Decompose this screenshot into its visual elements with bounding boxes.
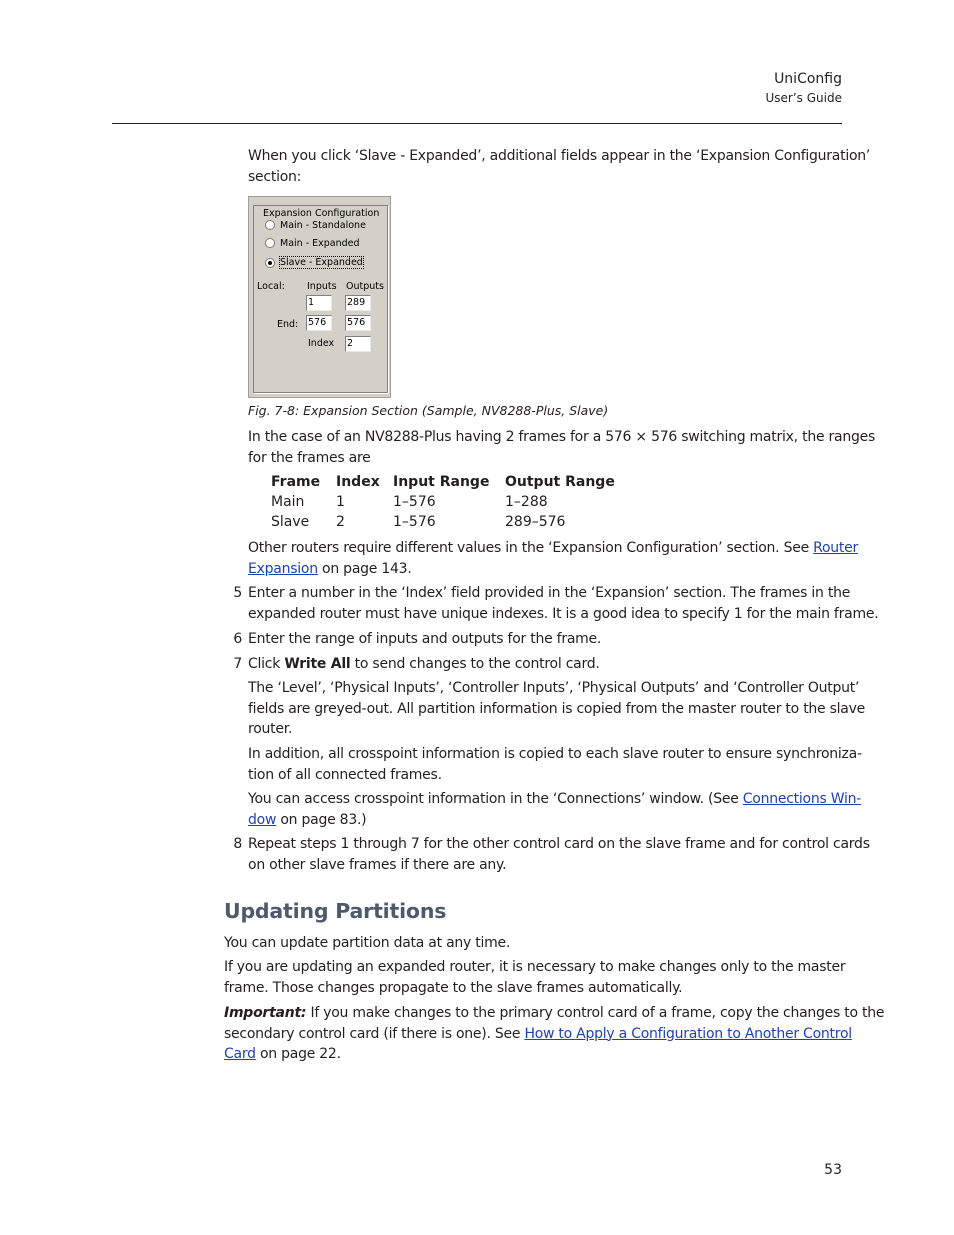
table-header-index: Index <box>336 474 380 490</box>
step-8-line-1: Repeat steps 1 through 7 for the other control card on the slave frame and for control cards <box>248 836 870 852</box>
step-7-text <box>248 654 600 675</box>
intro-line-2: section: <box>248 168 302 185</box>
expansion-config-groupbox <box>253 205 388 393</box>
table-header-output-range: Output Range <box>505 474 615 490</box>
radio-slave-expanded[interactable] <box>265 258 275 268</box>
step-7-paragraph-3 <box>248 789 861 830</box>
page-number: 53 <box>824 1162 842 1178</box>
router-expansion-link-part2[interactable]: Expansion <box>248 560 318 577</box>
step-8-number: 8 <box>233 836 242 852</box>
step-7-pre: Click <box>248 656 285 672</box>
radio-label-main-expanded: Main - Expanded <box>280 238 360 249</box>
step-7-paragraph-2 <box>248 744 862 785</box>
step-8-line-2: on other slave frames if there are any. <box>248 856 507 873</box>
table-cell-slave-output: 289–576 <box>505 514 566 530</box>
step-5-number: 5 <box>233 585 242 601</box>
connections-window-link-part2[interactable]: dow <box>248 811 277 828</box>
table-cell-slave-index: 2 <box>336 514 345 530</box>
apply-configuration-link-part1[interactable]: How to Apply a Configuration to Another Control <box>524 1025 852 1042</box>
step-8-text <box>248 834 870 875</box>
step-7-paragraph-1 <box>248 678 865 740</box>
local-inputs-field[interactable]: 1 <box>306 295 332 311</box>
important-line-1: If you make changes to the primary control card of a frame, copy the changes to the <box>306 1005 885 1021</box>
other-routers-paragraph <box>248 538 858 579</box>
running-header-title: UniConfig <box>774 71 842 87</box>
table-cell-main-frame: Main <box>271 494 305 510</box>
end-label: End: <box>277 319 299 330</box>
index-label: Index <box>308 338 335 349</box>
section-heading: Updating Partitions <box>224 899 447 923</box>
header-rule <box>112 123 842 124</box>
other-routers-text: Other routers require different values in the ‘Expansion Configuration’ section. See <box>248 540 814 556</box>
step-7-p3-text: You can access crosspoint information in the ‘Connections’ window. (See <box>248 791 743 807</box>
ranges-line-1: In the case of an NV8288-Plus having 2 frames for a 576 × 576 switching matrix, the ranges <box>248 429 876 445</box>
section-paragraph-2 <box>224 957 845 998</box>
index-field[interactable]: 2 <box>345 336 371 352</box>
step-7-number: 7 <box>233 656 242 672</box>
step-7-p1-line-1: The ‘Level’, ‘Physical Inputs’, ‘Controller Inputs’, ‘Physical Outputs’ and ‘Controller Output’ <box>248 680 860 696</box>
section-paragraph-1: You can update partition data at any time. <box>224 935 511 951</box>
step-7-p2-line-2: tion of all connected frames. <box>248 766 442 783</box>
end-inputs-field[interactable]: 576 <box>306 315 332 331</box>
apply-configuration-link-part2[interactable]: Card <box>224 1046 256 1062</box>
section-p2-line-2: frame. Those changes propagate to the slave frames automatically. <box>224 979 683 996</box>
table-header-input-range: Input Range <box>393 474 490 490</box>
ranges-line-2: for the frames are <box>248 449 371 466</box>
table-cell-main-input: 1–576 <box>393 494 436 510</box>
ranges-paragraph <box>248 427 875 468</box>
local-label: Local: <box>257 281 285 292</box>
outputs-column-label: Outputs <box>346 281 384 292</box>
groupbox-title: Expansion Configuration <box>263 208 380 219</box>
figure-caption: Fig. 7-8: Expansion Section (Sample, NV8288-Plus, Slave) <box>248 403 609 418</box>
local-outputs-field[interactable]: 289 <box>345 295 371 311</box>
step-7-p2-line-1: In addition, all crosspoint information is copied to each slave router to ensure synchroniza- <box>248 746 862 762</box>
important-page-ref: on page 22. <box>255 1046 341 1062</box>
intro-paragraph <box>248 146 870 187</box>
important-line-2: secondary control card (if there is one). See <box>224 1025 525 1042</box>
running-header-subtitle: User’s Guide <box>765 91 842 105</box>
intro-line-1: When you click ‘Slave - Expanded’, additional fields appear in the ‘Expansion Configuration’ <box>248 148 871 164</box>
step-6-text: Enter the range of inputs and outputs for the frame. <box>248 631 602 647</box>
radio-label-main-standalone: Main - Standalone <box>280 220 366 231</box>
step-7-post: to send changes to the control card. <box>350 656 600 672</box>
table-cell-slave-frame: Slave <box>271 514 310 530</box>
table-header-frame: Frame <box>271 474 321 490</box>
step-5-line-2: expanded router must have unique indexes. It is a good idea to specify 1 for the main frame. <box>248 605 879 622</box>
step-7-p1-line-3: router. <box>248 721 293 737</box>
step-7-p3-page-ref: on page 83.) <box>276 811 367 828</box>
radio-main-expanded[interactable] <box>265 238 275 248</box>
radio-label-slave-expanded: Slave - Expanded <box>280 257 363 268</box>
connections-window-link-part1[interactable]: Connections Win- <box>742 791 862 807</box>
end-outputs-field[interactable]: 576 <box>345 315 371 331</box>
step-5-line-1: Enter a number in the ‘Index’ field provided in the ‘Expansion’ section. The frames in the <box>248 585 851 601</box>
inputs-column-label: Inputs <box>307 281 337 292</box>
table-cell-main-index: 1 <box>336 494 345 510</box>
write-all-label: Write All <box>284 656 351 672</box>
step-7-p1-line-2: fields are greyed-out. All partition information is copied from the master router to the slave <box>248 700 866 717</box>
radio-main-standalone[interactable] <box>265 220 275 230</box>
table-cell-slave-input: 1–576 <box>393 514 436 530</box>
section-p2-line-1: If you are updating an expanded router, it is necessary to make changes only to the master <box>224 959 846 975</box>
table-cell-main-output: 1–288 <box>505 494 548 510</box>
expansion-config-screenshot <box>248 196 391 398</box>
important-note <box>224 1003 884 1065</box>
step-6-number: 6 <box>233 631 242 647</box>
important-label: Important: <box>224 1005 307 1021</box>
other-routers-page-ref: on page 143. <box>317 560 412 577</box>
step-5-text <box>248 583 878 624</box>
router-expansion-link-part1[interactable]: Router <box>813 540 859 556</box>
